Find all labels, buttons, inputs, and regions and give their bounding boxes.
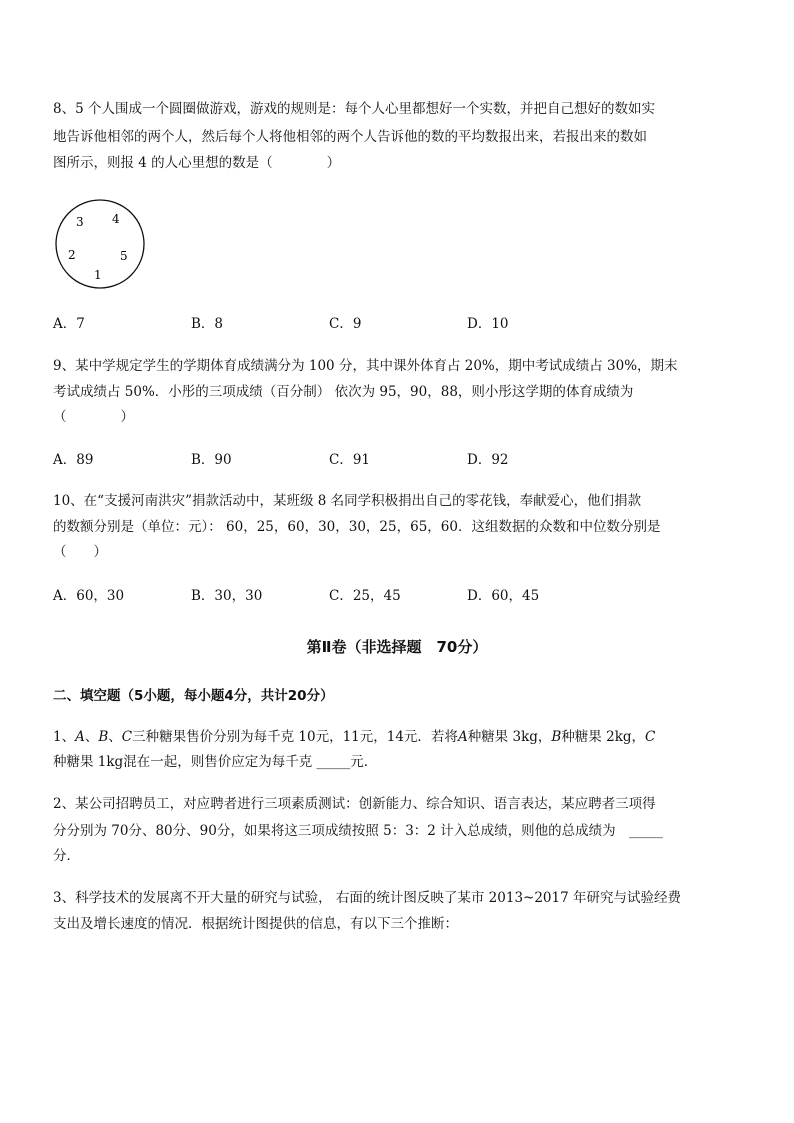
circle-number-4: 4 [112, 212, 120, 226]
f1-line-1 [53, 727, 655, 747]
q10-option-c[interactable]: C．25，45 [329, 588, 401, 604]
q10-line-1: 10、在“支援河南洪灾”捐款活动中，某班级 8 名同学积极捐出自己的零花钱，奉献爱心，他们捐款 [53, 493, 642, 509]
f2-line-3: 分． [53, 848, 80, 864]
q8-line-1: 8、5 个人围成一个圆圈做游戏，游戏的规则是：每个人心里都想好一个实数，并把自己想好的数如实 [53, 101, 655, 117]
section-2-title: 第Ⅱ卷（非选择题 70分） [306, 638, 488, 656]
q8-option-c[interactable]: C．9 [329, 316, 362, 332]
f3-line-1: 3、科学技术的发展离不开大量的研究与试验， 右面的统计图反映了某市 2013~2017 年研究与试验经费 [53, 890, 681, 906]
var-a: A [75, 729, 85, 745]
f3-line-2: 支出及增长速度的情况．根据统计图提供的信息，有以下三个推断： [53, 916, 458, 932]
q9-line-2: 考试成绩占 50%．小彤的三项成绩（百分制） 依次为 95，90，88，则小彤这学期的体育成绩为 [53, 384, 634, 400]
var-c: C [121, 729, 133, 745]
q9-option-d[interactable]: D．92 [467, 452, 509, 468]
q9-option-c[interactable]: C．91 [329, 452, 371, 468]
q10-line-2: 的数额分别是（单位：元）： 60，25，60，30，30，25，65，60．这组数据的众数和中位数分别是 [53, 519, 661, 535]
var-b: B [98, 729, 109, 745]
f1-text-4: 三种糖果售价分别为每千克 10元，11元，14元．若将 [132, 729, 458, 745]
number-circle-figure [54, 198, 146, 290]
q8-line-3: 图所示，则报 4 的人心里想的数是（ ） [53, 155, 341, 171]
f1-text-2: 、 [84, 729, 99, 745]
circle-number-2: 2 [68, 248, 76, 262]
q9-option-a[interactable]: A．89 [53, 452, 94, 468]
var-b-2: B [551, 729, 562, 745]
var-a-2: A [457, 729, 468, 745]
f1-text-5: 种糖果 3kg， [467, 729, 552, 745]
q8-option-b[interactable]: B．8 [191, 316, 224, 332]
circle-number-1: 1 [94, 268, 102, 282]
q8-option-d[interactable]: D．10 [467, 316, 509, 332]
f1-text-1: 1、 [53, 729, 76, 745]
var-c-2: C [645, 729, 656, 745]
f2-line-1: 2、某公司招聘员工，对应聘者进行三项素质测试：创新能力、综合知识、语言表达，某应聘者三项得 [53, 796, 656, 812]
circle-number-5: 5 [120, 249, 128, 263]
f1-line-2: 种糖果 1kg混在一起，则售价应定为每千克 _____元． [53, 754, 378, 770]
q8-line-2: 地告诉他相邻的两个人，然后每个人将他相邻的两个人告诉他的数的平均数报出来，若报出来的数如 [53, 129, 647, 145]
f1-text-6: 种糖果 2kg， [561, 729, 646, 745]
section-2-subtitle: 二、填空题（5小题，每小题4分，共计20分） [53, 688, 334, 704]
q10-option-b[interactable]: B．30，30 [191, 588, 263, 604]
q8-option-a[interactable]: A．7 [53, 316, 85, 332]
circle-number-3: 3 [76, 215, 84, 229]
f1-text-3: 、 [108, 729, 122, 745]
f2-line-2: 分分别为 70分、80分、90分，如果将这三项成绩按照 5：3：2 计入总成绩，则他的总成绩为 _____ [53, 823, 663, 839]
q9-line-3: （ ） [53, 409, 134, 425]
q10-line-3: （ ） [53, 544, 107, 560]
q9-option-b[interactable]: B．90 [191, 452, 232, 468]
q10-option-a[interactable]: A．60，30 [53, 588, 125, 604]
q10-option-d[interactable]: D．60，45 [467, 588, 540, 604]
q9-line-1: 9、某中学规定学生的学期体育成绩满分为 100 分，其中课外体育占 20%，期中考试成绩占 30%，期末 [53, 358, 678, 374]
